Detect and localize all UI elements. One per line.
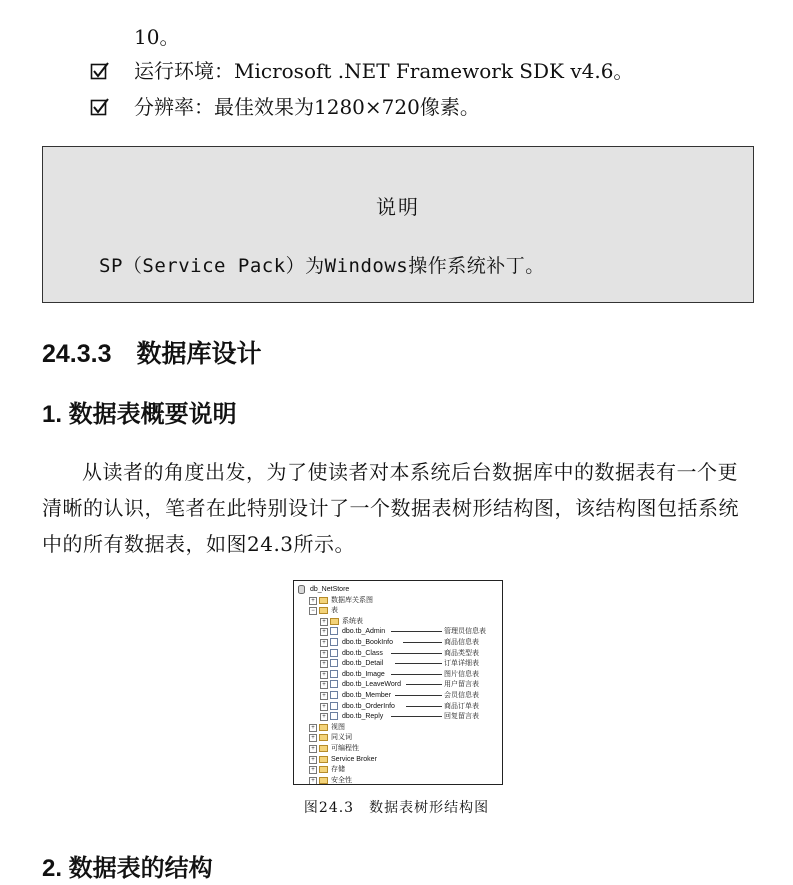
- annotation-leader-line: [391, 653, 442, 654]
- list-item-resolution: 分辨率：最佳效果为1280×720像素。: [134, 95, 480, 119]
- tree-node-label: dbo.tb_Detail: [342, 660, 384, 668]
- folder-icon: [319, 777, 328, 784]
- table-description-label: 用户留言表: [444, 681, 479, 689]
- section-heading: 24.3.3 数据库设计: [42, 340, 262, 368]
- tree-node[interactable]: [294, 637, 502, 648]
- list-item-runtime: 运行环境：Microsoft .NET Framework SDK v4.6。: [134, 59, 634, 83]
- expand-icon[interactable]: +: [320, 671, 328, 679]
- table-description-label: 会员信息表: [444, 692, 479, 699]
- annotation-leader-line: [406, 706, 442, 707]
- continued-list-text: 10。: [134, 25, 180, 49]
- tree-node[interactable]: [294, 658, 502, 669]
- tree-node-label: dbo.tb_Reply: [342, 713, 384, 721]
- tree-node-label: dbo.tb_Member: [342, 692, 392, 699]
- tree-node[interactable]: [294, 775, 502, 785]
- tree-node[interactable]: [294, 648, 502, 659]
- table-description-label: 管理员信息表: [444, 628, 486, 636]
- expand-icon[interactable]: +: [320, 681, 328, 689]
- tree-node[interactable]: [294, 679, 502, 690]
- annotation-leader-line: [406, 684, 442, 685]
- paragraph-text: 从读者的角度出发，为了使读者对本系统后台数据库中的数据表有一个更清晰的认识，笔者在此特别设计了一个数据表树形结构图，该结构图包括系统中的所有数据表，如图24.3所示。: [42, 460, 739, 556]
- table-icon: [330, 638, 338, 646]
- tree-node-label: 数据库关系图: [331, 596, 373, 604]
- expand-icon[interactable]: +: [309, 597, 317, 605]
- tree-node-label: 视图: [331, 723, 345, 731]
- tree-node-label: db_NetStore: [310, 586, 350, 593]
- folder-icon: [319, 724, 328, 731]
- subsection-heading-overview: 1. 数据表概要说明: [42, 401, 237, 428]
- tree-node[interactable]: [294, 764, 502, 775]
- folder-icon: [319, 745, 328, 752]
- tree-node[interactable]: [294, 732, 502, 743]
- tree-node-label: 可编程性: [331, 745, 359, 752]
- checkbox-checked-icon: [90, 97, 110, 117]
- expand-icon[interactable]: +: [309, 734, 317, 742]
- tree-node[interactable]: [294, 711, 502, 722]
- tree-node-label: Service Broker: [331, 755, 377, 763]
- expand-icon[interactable]: +: [309, 766, 317, 774]
- tree-node[interactable]: [294, 584, 502, 595]
- tree-node[interactable]: [294, 743, 502, 754]
- tree-node-label: dbo.tb_LeaveWord: [342, 681, 402, 689]
- database-icon: [298, 585, 305, 594]
- expand-icon[interactable]: +: [309, 777, 317, 785]
- expand-icon[interactable]: +: [320, 703, 328, 711]
- table-description-label: 商品订单表: [444, 702, 479, 710]
- checkbox-checked-icon: [90, 61, 110, 81]
- table-icon: [330, 691, 338, 699]
- table-description-label: 订单详细表: [444, 660, 479, 668]
- tree-node[interactable]: [294, 595, 502, 606]
- table-icon: [330, 627, 338, 635]
- folder-icon: [330, 618, 339, 625]
- folder-icon: [319, 756, 328, 763]
- body-paragraph: [42, 454, 754, 562]
- folder-icon: [319, 766, 328, 773]
- tree-node[interactable]: [294, 722, 502, 733]
- annotation-leader-line: [395, 695, 442, 696]
- expand-icon[interactable]: +: [320, 692, 328, 700]
- tree-node-label: 存储: [331, 766, 345, 774]
- tree-node[interactable]: [294, 669, 502, 680]
- tree-node[interactable]: [294, 701, 502, 712]
- subsection-heading-structure: 2. 数据表的结构: [42, 855, 213, 882]
- table-description-label: 商品类型表: [444, 649, 479, 657]
- expand-icon[interactable]: +: [320, 639, 328, 647]
- expand-icon[interactable]: +: [320, 713, 328, 721]
- annotation-leader-line: [391, 674, 442, 675]
- expand-icon[interactable]: +: [309, 745, 317, 753]
- expand-icon[interactable]: +: [320, 628, 328, 636]
- tree-node-label: dbo.tb_Class: [342, 649, 383, 657]
- table-description-label: 图片信息表: [444, 670, 479, 678]
- annotation-leader-line: [391, 631, 442, 632]
- expand-icon[interactable]: +: [309, 724, 317, 732]
- tree-node-label: 表: [331, 607, 338, 615]
- tree-node-label: 同义词: [331, 734, 352, 742]
- tree-node[interactable]: [294, 616, 502, 627]
- annotation-leader-line: [391, 716, 442, 717]
- expand-icon[interactable]: +: [320, 618, 328, 626]
- tree-node[interactable]: [294, 690, 502, 701]
- annotation-leader-line: [403, 642, 443, 643]
- table-icon: [330, 659, 338, 667]
- table-description-label: 回复留言表: [444, 713, 479, 721]
- folder-icon: [319, 734, 328, 741]
- tree-node[interactable]: [294, 626, 502, 637]
- collapse-icon[interactable]: −: [309, 607, 317, 615]
- database-tree-figure: [293, 580, 503, 785]
- table-description-label: 商品信息表: [444, 639, 479, 646]
- note-title: 说明: [376, 195, 420, 219]
- folder-icon: [319, 607, 328, 614]
- tree-node-label: dbo.tb_BookInfo: [342, 639, 393, 646]
- table-icon: [330, 702, 338, 710]
- tree-node-label: dbo.tb_OrderInfo: [342, 702, 395, 710]
- tree-node-label: dbo.tb_Image: [342, 670, 385, 678]
- annotation-leader-line: [395, 663, 442, 664]
- table-icon: [330, 670, 338, 678]
- tree-node-label: dbo.tb_Admin: [342, 628, 386, 636]
- expand-icon[interactable]: +: [320, 660, 328, 668]
- tree-node[interactable]: [294, 605, 502, 616]
- tree-node[interactable]: [294, 754, 502, 765]
- table-icon: [330, 680, 338, 688]
- note-box: [42, 146, 754, 303]
- tree-node-label: 安全性: [331, 776, 352, 784]
- expand-icon[interactable]: +: [320, 650, 328, 658]
- folder-icon: [319, 597, 328, 604]
- table-icon: [330, 712, 338, 720]
- figure-caption: 图24.3 数据表树形结构图: [303, 800, 490, 816]
- tree-node-label: 系统表: [342, 617, 363, 625]
- table-icon: [330, 649, 338, 657]
- expand-icon[interactable]: +: [309, 756, 317, 764]
- note-text: SP（Service Pack）为Windows操作系统补丁。: [99, 255, 545, 277]
